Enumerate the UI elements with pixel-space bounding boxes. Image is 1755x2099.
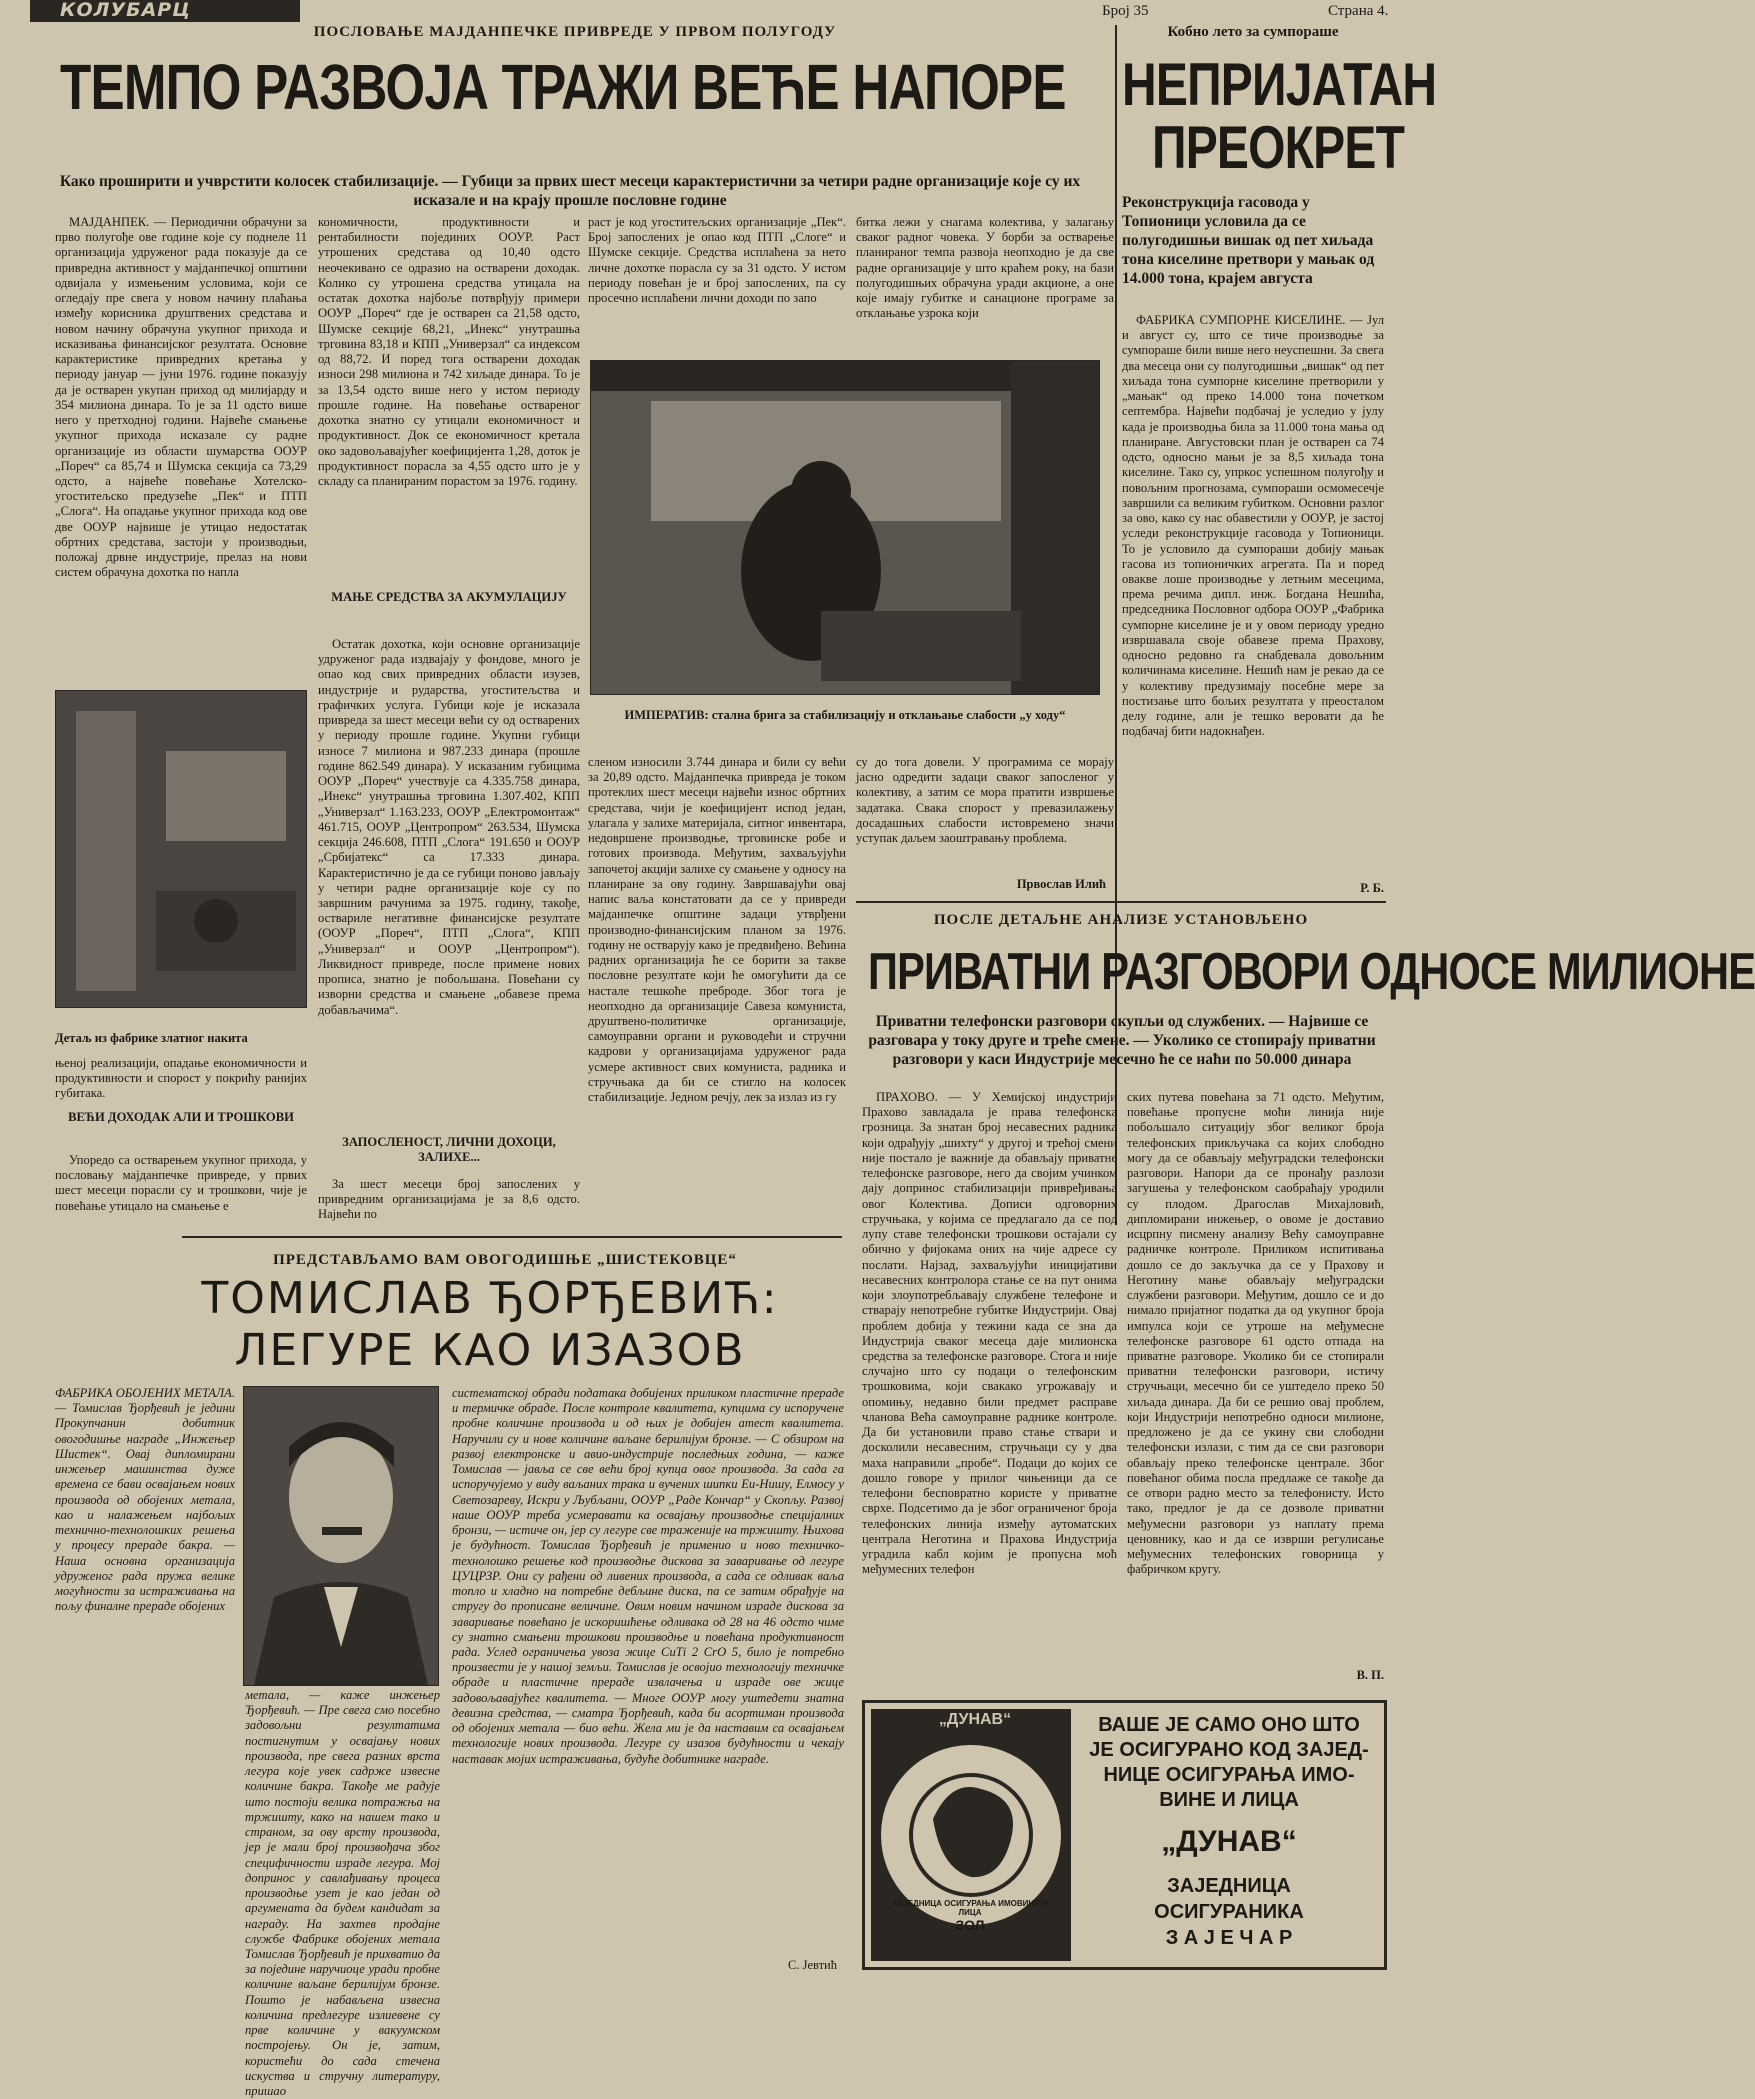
photo-imperative-caption: ИМПЕРАТИВ: стална брига за стабилизацију и отклањање слабости „у ходу“ bbox=[624, 708, 1066, 722]
profile-headline-2: ЛЕГУРЕ КАО ИЗАЗОВ bbox=[234, 1325, 746, 1376]
phones-column-1: ПРАХОВО. — У Хемијској индустрији Прахово завладала је права телефонска грозница. За знатан број несавесних радника који одрађују „шихту“ у другој и трећој смени није постало је важније да обављају приватне телефонске разговоре, него да својим учинком дају допринос стабилизацији привређивања овог Колектива. Дописи одговорних стручњака, у којима се предлагало да се под лупу ставе телефонски трошкови остајали су обично у фијокама оних на чије адресе су послати. Најзад, захваљујући иницијативи несавесних контролора стање се на пут онима који злоупотребљавају службене телефоне и стварају непотребне губитке Индустрији. Овај проблем добија у тежини када се зна да Индустрија сваког месеца даје милионска средства за телефонске разговоре. Стога и није случајно што су подаци о телефонским трошковима, који свакако угрожавају и опомињу, недавно били предмет расправе чланова Већа самоуправне раднике контроле. Да би установили право стање ствари и досколили несавесним, стручњаци су у два маха направили „пробе“. Подаци до којих се дошло говоре у прилог чињеници да се телефони бесповратно користе у приватне сврхе. Подсетимо да је због ограниченог броја телефонских линија између аутоматских централа Неготина и Прахова Индустрија уградила кабл којим је пропусна моћ међумесних телефон bbox=[862, 1090, 1117, 1577]
lead-column-3b: сленом износили 3.744 динара и били су већи за 20,89 одсто. Мајданпечка привреда је током протеклих шест месеци највећи износ обртних средстава, чији је коефицијент испод један, улагала у залихе материјала, ситног инвентара, недовршене производње, трговинске робе и готових производа. Међутим, захваљујући започетој акцији залихе су смањене у односу на планиране за ову годину. Завршавајући овај напис ваља констатовати да се у привреди мајданпечке општине задаци утврђени производно-финансијским планом за 1976. годину не остварују како је предвиђено. Већина радних организација ће се борити за такве пословне резултате који ће омогућити да се настале тешкоће преброде. Због тога је неопходно да организације Савеза комуниста, друштвено-политичке организације, самоуправни органи и руководећи и стручни кадрови у организацијама удруженог рада усмере активност свих комуниста, радника и стручњака да би се стигло на колосек стабилизације. Једном речју, лек за излаз из гу bbox=[588, 755, 846, 1105]
dunav-seal-top: „ДУНАВ“ bbox=[938, 1711, 1012, 1728]
dunav-line-3: НИЦЕ ОСИГУРАЊА ИМО- bbox=[1103, 1764, 1355, 1786]
photo-imperative-image bbox=[591, 361, 1099, 694]
lead-column-2b: Остатак дохотка, који основне организације удруженог рада издвајају у фондове, много је опао код свих привредних области изузев, индустрије и рударства, угоститељства и графичких услуга. Губици које је исказала привреда за шест месеци већи су од остварених у периоду прошле године. Укупни губици износе 7 милиона и 987.233 динара (прошле године 862.549 динара). У исказаним губицима ООУР „Пореч“ учествује са 4.335.758 динара, „Инекс“ унутрашња трговина 1.307.402, КПП „Универзал“ 1.163.233, ООУР „Електромонтаж“ 461.715, ООУР „Центропром“ 263.534, Шумска секција 246.608, ПТП „Слога“ 191.650 и ООУР „Србијатекс“ са 17.333 динара. Карактеристично је да се губици поново јављају у четири радне организације које су по завршним рачунима за 1975. годину, такође, оствариле негативне финансијске резултате (ООУР „Пореч“, ПТП „Слога“, КПП „Универзал“ и ООУР „Центропром“). Ликвидност привреде, после примене нових прописа, знатно је побољшана. Повећани су изворни средства и смањене „обавезе према добављачима“. bbox=[318, 637, 580, 1017]
dunav-line-6: ОСИГУРАНИКА bbox=[1154, 1901, 1304, 1923]
lead-column-4a: битка лежи у снагама колектива, у залагању сваког радног човека. У борби за остварење планираног темпа развоја неопходно је да све радне организације у што краћем року, на бази полугодишњих обрачуна уради акционе, а оне које имају губитке и санационе програме за отклањање узрока који bbox=[856, 215, 1114, 321]
dunav-line-4: ВИНЕ И ЛИЦА bbox=[1159, 1789, 1299, 1811]
sidebar-headline-2: ПРЕОКРЕТ bbox=[1152, 114, 1405, 181]
photo-jewelry-caption: Детаљ из фабрике златног накита bbox=[55, 1031, 248, 1045]
sidebar-author: Р. Б. bbox=[1360, 881, 1384, 895]
lead-column-3a: раст је код угоститељских организације „Пек“. Број запослених је опао код ПТП „Слоге“ и Шумске секције. Средства исплаћена за нето личне дохотке порасла су за 31 одсто. У истом периоду повећан је и број запослених, па су просечно исплаћени лични доходи по запо bbox=[588, 215, 846, 306]
dunav-brand: „ДУНАВ“ bbox=[1161, 1825, 1297, 1858]
sidebar-kicker: Кобно лето за сумпораше bbox=[1167, 24, 1339, 40]
lead-author: Првослав Илић bbox=[1016, 877, 1106, 891]
profile-kicker: ПРЕДСТАВЉАМО ВАМ ОВОГОДИШЊЕ „ШИСТЕКОВЦЕ“ bbox=[273, 1252, 737, 1268]
dunav-advert bbox=[862, 1700, 1387, 1970]
sub-bigger-income: ВЕЋИ ДОХОДАК АЛИ И ТРОШКОВИ bbox=[68, 1110, 294, 1124]
profile-column-2: систематској обради података добијених приликом пластичне прераде и термичке обраде. После контроле квалитета, купцима су испоручене пробне количине производа и од њих је добијен атест квалитета. Наручили су и нове количине ваљане берилијум бронзе. — С обзиром на развој електронске и авио-индустрије последњих година, — каже Томислав — јавља се све већи број купца овог производа. За сада га испоручујемо у виду ваљаних трака и вучених шипки Еи-Нишу, Елмосу у Светозареву, Искри у Љубљани, ООУР „Раде Кончар“ у Скопљу. Развој наше ООУР треба усмеравати ка освајању производње специјалних бронзи, — истиче он, јер су легуре све траженије на тржишту. Њихова је будућност. Томислав Ђорђевић је применио и ново техничко-технолошко решење код производње дискова за заваривање од легуре ЦУЦРЗР. Они су рађени од ливених производа, а сада се одливак ваља топло и хладно на потребне дебљине диска, па се затим обрађује на стругу до прописане величине. Овим новим начином израде дискова за заваривање повећано је искоришћење одливака од 28 на 46 одсто чиме су знатно смањени трошкови производње и повећана продуктивност рада. Услед ограничења увоза жице СиТі 2 СrО 5, било је потребно произвести је у нашој земљи. Томислав је освојио технологију техничке обраде и пластичне прераде извлачења и израде ове жице задовољавајућег квалитета. — Многе ООУР могу уштедети знатна девизна средства, — сматра Ђорђевић, када би асортиман производа од обојених метала — био већи. Жела ми је да наставим са освајањем технологије нових производа. Легуре су изазов будућности и чекају наставак мојих истраживања, будуће добитнике награде. bbox=[452, 1386, 844, 1766]
phones-author: В. П. bbox=[1356, 1668, 1384, 1682]
dunav-line-1: ВАШЕ ЈЕ САМО ОНО ШТО bbox=[1098, 1714, 1360, 1736]
sub-employment: ЗАПОСЛЕНОСТ, ЛИЧНИ ДОХОЦИ, ЗАЛИХЕ... bbox=[342, 1135, 556, 1164]
portrait-tomislav bbox=[243, 1386, 439, 1686]
profile-column-1b: метала, — каже инжењер Ђорђевић. — Пре свега смо посебно задовољни резултатима постигнутим у освајању нових производа, пре свега разних врста легура које увек садрже извесне количине бакра. Такође ме радује што постоји велика потражња на тржишту, како на нашем тако и страном, за ову врсту производа, јер је мали број произвођача због специфичности израде легура. Мој допринос у савлађивању процеса производње узет је као један од аргумената да будем кандидат за награду. На захтев продајне службе Фабрике обојених метала Томислав Ђорђевић је прихватио да за поједине наручиоце уради пробне количине ваљане берилијум бронзе. Пошто је набављена извесна количина предлегуре излиевене су прве количине у вакуумском постројењу. Он је, затим, користећи до сада стечена искуства и стручну литературу, пришао bbox=[245, 1688, 440, 2099]
lead-column-4b: су до тога довели. У програмима се морају јасно одредити задаци сваког запосленог у колективу, а затим се мора пратити извршење задатака. Свака спорост у превазилажењу досадашњих слабости истовремено значи уступак даљем заоштравању проблема. bbox=[856, 755, 1114, 846]
sidebar-deck: Реконструкција гасовода у Топионици условила да се полугодишњи вишак од пет хиљада тона киселине претвори у мањак од 14.000 тона, крајем августа bbox=[1122, 194, 1375, 287]
photo-jewelry-factory bbox=[55, 690, 307, 1008]
profile-column-1: ФАБРИКА ОБОЈЕНИХ МЕТАЛА. — Томислав Ђорђевић је једини Прокупчанин добитник овогодишње награде „Инжењер Шистек“. Овај дипломирани инжењер машинства дуже времена се бави освајањем нових производа од обојених метала, као и налажењем најбољих технично-технолошких решења у процесу прераде бакра. — Наша основна организација удруженог рада пружа велике могућности за истраживања на пољу финалне прераде обојених bbox=[55, 1386, 235, 1614]
profile-author: С. Јевтић bbox=[788, 1958, 837, 1972]
dunav-city: З А Ј Е Ч А Р bbox=[1165, 1927, 1293, 1949]
lead-deck: Како проширити и учврстити колосек стабилизације. — Губици за првих шест месеци карактеристични за четири радне организације које су их исказале и на крају прошле пословне године bbox=[59, 173, 1081, 209]
dunav-line-5: ЗАЈЕДНИЦА bbox=[1167, 1875, 1291, 1897]
portrait-tomislav-image bbox=[244, 1387, 438, 1685]
issue-number: Број 35 bbox=[1102, 3, 1149, 19]
lead-headline: ТЕМПО РАЗВОЈА ТРАЖИ ВЕЋЕ НАПОРЕ bbox=[60, 51, 1066, 123]
lead-column-1: МАЈДАНПЕК. — Периодични обрачуни за прво полугође ове године које су поднеле 11 организација удруженог рада показује да се привредна активност у мајданпечкој општини одвијала у измењеним условима, који се огледају пре свега у новом начину плаћања између корисника друштвених средстава и новом начину обрачуна укупног прихода и исказивања финансијског резултата. Основне карактеристике привредних кретања у периоду јануар — јуни 1976. године показују да је остварен укупан приход од милијарду и 354 милиона динара. То је за 11 одсто више него у претходној години. Највеће смањење укупног прихода исказале су радне организације из области шумарства ООУР „Пореч“ са 85,74 и Шумска секција са 73,29 одсто, а највеће повећање Хотелско-угоститељско предузеће „Пек“ и ПТП „Слога“. На опадање укупног прихода код ове две ООУР највише је утицао недостатак обртних средстава, застоји у производњи, положај дрвне индустрије, прелаз на нови систем обрачуна дохотка по напла bbox=[55, 215, 307, 580]
phones-column-2: ских путева повећана за 71 одсто. Међутим, повећање пропусне моћи линија није побољшало ситуацију због великог броја телефонских прикључака са којих слободно могу да се обављају међуградски телефонски разговори. Напори да се пронађу разлози загушења у телефонском саобраћају уродили су плодом. Драгослав Михајловић, дипломирани инжењер, о овоме је доставио исцрпну писмену анализу Већу самоуправне радничке контроле. Приликом испитивања дошло се до закључка да се у Прахову и Неготину мање обављају међуградски службени разговори. Међутим, дошло се и до нимало пријатног податка да од укупног броја импулса који се утроше на међумесне телефонске разговоре 61 одсто отпада на приватне разговоре. Уколико би се стопирали приватни телефонски разговори, истичу стручњаци, месечно би се уштедело преко 50 хиљада динара. Да би се решио овај проблем, који Индустрији непотребно односи милионе, предложено је да се укину сви слободни телефонски излази, с тим да се сви разговори обављају преко телефонске централе. Због повећаног обима посла предлаже се такође да се отвори радно место за телефонисту. Исто тако, предлог је да се дозволе приватни међумесни разговори уз наплату према ценовнику, као и да се изврши регулисање међумесних телефонских говорница у фабричком кругу. bbox=[1127, 1090, 1384, 1577]
photo-imperative bbox=[590, 360, 1100, 695]
page-number: Страна 4. bbox=[1328, 3, 1389, 19]
dunav-seal-code: ЗОЛ bbox=[955, 1917, 985, 1933]
sidebar-headline-1: НЕПРИЈАТАН bbox=[1122, 51, 1437, 118]
profile-headline-1: ТОМИСЛАВ ЂОРЂЕВИЋ: bbox=[201, 1273, 779, 1324]
dunav-seal-ring: ЗАЈЕДНИЦА ОСИГУРАЊА ИМОВИНЕ И ЛИЦА bbox=[892, 1899, 1048, 1917]
dunav-footer bbox=[1079, 1873, 1379, 1951]
photo-jewelry-factory-image bbox=[56, 691, 306, 1007]
phones-top-rule bbox=[856, 901, 1386, 903]
dunav-slogan bbox=[1079, 1713, 1379, 1813]
lead-column-2: кономичности, продуктивности и рентабилности појединих ООУР. Раст утрошених средстава од 10,40 одсто неочекивано се одразио на остварени доходак. Колико су утрошена средства утицала на остатак дохотка најбоље потврђују примери ООУР „Пореч“ где је остварен са 21,58 одсто, Шумске секције 68,21, „Инекс“ унутрашња трговина 83,18 и КПП „Универзал“ са индексом од 88,72. И поред тога остварени доходак износи 298 милиона и 742 хиљаде динара. То је за 13,54 одсто више него у истом периоду прошле године. На повећање оствареног дохотка знатно су утицали економичност и продуктивност. Док се економичност кретала око задовољавајућег коефицијента 1,28, доток је продуктивност порасла за 4,55 одсто што је у складу са планираним порастом за 1976. годину. bbox=[318, 215, 580, 488]
lead-kicker: ПОСЛОВАЊЕ МАЈДАНПЕЧКЕ ПРИВРЕДЕ У ПРВОМ ПОЛУГОДУ bbox=[313, 24, 837, 40]
dunav-line-2: ЈЕ ОСИГУРАНО КОД ЗАЈЕД- bbox=[1089, 1739, 1369, 1761]
phones-headline: ПРИВАТНИ РАЗГОВОРИ ОДНОСЕ МИЛИОНЕ bbox=[868, 943, 1755, 1001]
lead-column-2c: За шест месеци број запослених у привредним организацијама је за 8,6 одсто. Највећи по bbox=[318, 1177, 580, 1222]
lead-column-1c: Упоредо са остварењем укупног прихода, у пословању мајданпечке привреде, у првих шест месеци порасли су и трошкови, чије је повећање утицало на смањење е bbox=[55, 1153, 307, 1213]
phones-kicker: ПОСЛЕ ДЕТАЉНЕ АНАЛИЗЕ УСТАНОВЉЕНО bbox=[933, 912, 1309, 928]
sidebar-body: ФАБРИКА СУМПОРНЕ КИСЕЛИНЕ. — Јул и август су, што се тиче производње за сумпораше били више него неуспешни. За свега два месеца они су полугодишњи „вишак“ од пет хиљада тона сумпорне киселине претворили у „мањак“ од преко 14.000 тона почетком септембра. Највећи подбачај је уследио у јулу када је производња била за 11.000 тона мања од планиране. Августовски план је остварен са 74 одсто, односно мањи је за 8,5 хиљада тона киселине. Тако су, упркос успешном полугођу и повољним прогнозама, сумпораши осмомесечје завршили са великим губитком. Основни разлог за ово, како су нас обавестили у ООУР, је застој уследи реконструкције гасовода у Топионици. То је условило да сумпораши добију мањак гасова из топионичких агрегата. Па и поред овакве лоше производње у летњим месецима, према речима дипл. инж. Богдана Нешића, председника Пословног одбора ООУР „Фабрика сумпорне киселине је и у овом периоду уредно извршавала своје обавезе према Прахову, односно редовно га снабдевала довољним количинама киселине. Нешић нам је рекао да се у колективу предузимају посебне мере за постизање што бољих резултата у преосталом делу године, али је тешко веровати да ће подбачај бити надокнађен. bbox=[1122, 313, 1384, 739]
profile-top-rule bbox=[182, 1236, 842, 1238]
lead-column-1b: њеној реализацији, опадање економичности и продуктивности и спорост у покрићу ранијих губитака. bbox=[55, 1056, 307, 1101]
sub-less-funds: МАЊЕ СРЕДСТВА ЗА АКУМУЛАЦИЈУ bbox=[331, 590, 567, 604]
phones-deck: Приватни телефонски разговори скупљи од службених. — Највише се разговара у току друге и треће смене. — Уколико се стопирају приватни разговори у каси Индустрије месечно ће се наћи по 50.000 динара bbox=[868, 1013, 1376, 1068]
masthead: КОЛУБАРЦ bbox=[30, 0, 300, 22]
